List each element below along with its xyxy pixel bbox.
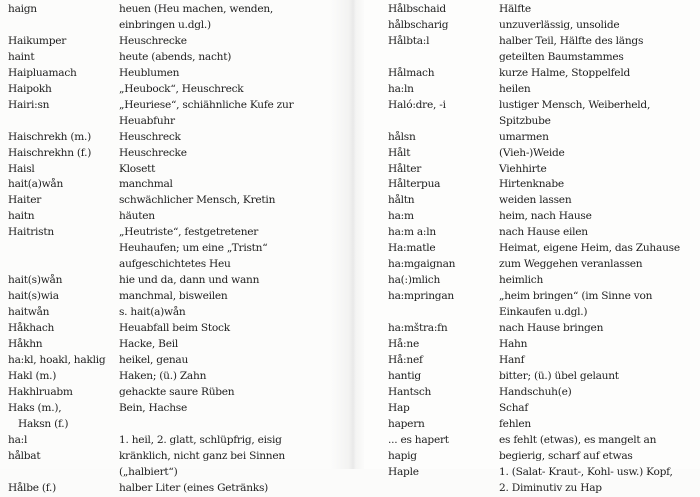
entry-definition — [499, 66, 700, 82]
glossary-entry — [388, 209, 700, 225]
definition-line: Heuabfuhr — [119, 114, 175, 127]
definition-line: Heublumen — [119, 66, 180, 79]
definition-line: begierig, scharf auf etwas — [499, 449, 633, 462]
glossary-entry — [388, 18, 700, 34]
entry-term: Haipokh — [8, 82, 52, 95]
glossary-entry — [388, 66, 700, 82]
entry-definition — [499, 2, 700, 18]
entry-term: Ha:matle — [388, 242, 436, 255]
entry-term: Håkhn — [8, 338, 43, 351]
glossary-entry — [388, 401, 700, 417]
glossary-entry — [8, 433, 351, 449]
glossary-entry — [8, 66, 351, 82]
entry-definition — [119, 50, 341, 66]
entry-definition — [499, 433, 700, 449]
entry-definition — [119, 177, 341, 193]
definition-line: s. hait(a)wån — [119, 306, 186, 319]
glossary-entry — [8, 481, 351, 497]
glossary-entry — [388, 449, 700, 465]
definition-line: 1. (Salat- Kraut-, Kohl- usw.) Kopf, — [499, 465, 673, 478]
entry-definition — [499, 98, 700, 130]
glossary-entry — [8, 130, 351, 146]
glossary-entry — [8, 162, 351, 178]
glossary-entry — [388, 257, 700, 273]
definition-line: heim, nach Hause — [499, 210, 592, 223]
glossary-entry — [8, 2, 351, 34]
entry-definition — [499, 401, 700, 417]
glossary-entry — [388, 98, 700, 130]
entry-term: Haks (m.), — [8, 401, 62, 414]
definition-line: aufgeschichtetes Heu — [119, 258, 231, 271]
entry-term: hålbat — [8, 449, 41, 462]
entry-term: Hap — [388, 401, 410, 414]
entry-definition — [119, 273, 341, 289]
definition-line: zum Weggehen veranlassen — [499, 258, 643, 271]
definition-line: „Heutriste“, festgetretener — [119, 226, 259, 239]
glossary-entry — [388, 273, 700, 289]
entry-term: Håkhach — [8, 322, 55, 335]
entry-term: Haló:dre, -i — [388, 98, 446, 111]
entry-definition — [499, 289, 700, 321]
entry-term: ha:m — [388, 210, 414, 223]
definition-line: Spitzbube — [499, 114, 551, 127]
entry-term: Haipluamach — [8, 66, 77, 79]
glossary-entry — [8, 417, 351, 433]
definition-line: fehlen — [499, 417, 531, 430]
definition-line: Hahn — [499, 338, 528, 351]
entry-definition — [499, 162, 700, 178]
glossary-entry — [8, 146, 351, 162]
entry-term: Haksn (f.) — [18, 417, 69, 430]
glossary-entry — [388, 34, 700, 66]
definition-line: nach Hause eilen — [499, 226, 588, 239]
glossary-entry — [388, 385, 700, 401]
glossary-entry — [8, 401, 351, 417]
glossary-entry — [8, 449, 351, 481]
entry-definition — [119, 305, 341, 321]
entry-definition — [499, 385, 700, 401]
entry-definition — [499, 241, 700, 257]
definition-line: (Vieh-)Weide — [499, 146, 565, 159]
entry-term: ... es hapert — [388, 433, 449, 446]
entry-definition — [499, 82, 700, 98]
entry-term: hapig — [388, 449, 417, 462]
definition-line: häuten — [119, 210, 155, 223]
entry-term: haitn — [8, 210, 35, 223]
entry-term: Haple — [388, 465, 419, 478]
glossary-entry — [8, 225, 351, 273]
glossary-entry — [8, 289, 351, 305]
glossary-entry — [8, 50, 351, 66]
entry-definition — [119, 130, 341, 146]
glossary-entry — [388, 465, 700, 497]
entry-term: ha:m a:ln — [388, 226, 436, 239]
definition-line: 1. heil, 2. glatt, schlüpfrig, eisig — [119, 433, 282, 446]
entry-term: ha:l — [8, 433, 28, 446]
definition-line: „heim bringen“ (im Sinne von — [499, 290, 653, 303]
entry-term: haint — [8, 50, 35, 63]
entry-term: haitwån — [8, 306, 50, 319]
glossary-entry — [388, 241, 700, 257]
entry-definition — [119, 369, 341, 385]
definition-line: Hirtenknabe — [499, 178, 564, 191]
glossary-entry — [388, 130, 700, 146]
entry-definition — [129, 417, 351, 433]
entry-definition — [119, 66, 341, 82]
definition-line: Heuabfall beim Stock — [119, 322, 230, 335]
entry-term: ha(:)mlich — [388, 274, 441, 287]
entry-definition — [119, 449, 341, 481]
definition-line: heuen (Heu machen, wenden, — [119, 3, 274, 15]
entry-term: ha:mgaignan — [388, 258, 456, 271]
glossary-entry — [388, 353, 700, 369]
definition-line: Schaf — [499, 401, 529, 414]
entry-term: ha:mpringan — [388, 290, 454, 303]
glossary-entry — [8, 98, 351, 130]
entry-definition — [119, 401, 341, 417]
glossary-entry — [388, 146, 700, 162]
definition-line: halber Liter (eines Getränks) — [119, 481, 269, 494]
entry-definition — [499, 193, 700, 209]
glossary-entry — [388, 162, 700, 178]
definition-line: heute (abends, nacht) — [119, 50, 232, 63]
definition-line: umarmen — [499, 130, 549, 143]
definition-line: „Heubock“, Heuschreck — [119, 82, 244, 95]
glossary-entry — [388, 177, 700, 193]
entry-definition — [499, 449, 700, 465]
definition-line: manchmal — [119, 178, 173, 191]
definition-line: nach Hause bringen — [499, 322, 604, 335]
definition-line: hie und da, dann und wann — [119, 274, 260, 287]
definition-line: heikel, genau — [119, 353, 189, 366]
definition-line: geteilten Baumstammes — [499, 50, 624, 63]
glossary-entry — [8, 305, 351, 321]
entry-term: håltn — [388, 194, 415, 207]
entry-term: Hålmach — [388, 66, 435, 79]
entry-term: Hairi:sn — [8, 98, 50, 111]
definition-line: heilen — [499, 82, 531, 95]
entry-term: Haischrekhn (f.) — [8, 146, 92, 159]
entry-term: Haischrekh (m.) — [8, 130, 92, 143]
left-glossary-list — [8, 2, 351, 497]
entry-term: Haikumper — [8, 34, 67, 47]
entry-term: ha:kl, hoakl, haklig — [8, 353, 106, 366]
entry-definition — [119, 98, 341, 130]
entry-definition — [499, 465, 700, 497]
entry-definition — [499, 337, 700, 353]
right-glossary-list — [388, 2, 700, 497]
definition-line — [129, 417, 351, 433]
entry-term: Hå:ne — [388, 338, 419, 351]
definition-line: („halbiert“) — [119, 465, 178, 478]
definition-line: 2. Diminutiv zu Hap — [499, 481, 602, 494]
definition-line: kränklich, nicht ganz bei Sinnen — [119, 449, 285, 462]
entry-term: hait(s)wia — [8, 290, 59, 303]
entry-term: hålbscharig — [388, 18, 449, 31]
definition-line: Heuschrecke — [119, 34, 187, 47]
definition-line: kurze Halme, Stoppelfeld — [499, 66, 630, 79]
definition-line: Heuschreck — [119, 130, 181, 143]
definition-line: „Heuriese“, schiähnliche Kufe zur — [119, 98, 294, 111]
entry-term: Haiter — [8, 194, 42, 207]
definition-line: Hanf — [499, 353, 525, 366]
glossary-entry — [8, 385, 351, 401]
entry-term: Hålterpua — [388, 178, 441, 191]
entry-definition — [499, 209, 700, 225]
entry-definition — [119, 289, 341, 305]
glossary-entry — [388, 193, 700, 209]
glossary-entry — [388, 2, 700, 18]
glossary-entry — [388, 321, 700, 337]
entry-definition — [499, 34, 700, 66]
definition-line: Heimat, eigene Heim, das Zuhause — [499, 242, 680, 255]
glossary-entry — [388, 369, 700, 385]
entry-term: Hålbschaid — [388, 3, 446, 15]
right-page — [353, 0, 700, 494]
definition-line: es fehlt (etwas), es mangelt an — [499, 433, 657, 446]
entry-definition — [119, 337, 341, 353]
glossary-entry — [8, 193, 351, 209]
entry-term: Hålter — [388, 162, 422, 175]
glossary-entry — [388, 289, 700, 321]
glossary-entry — [388, 417, 700, 433]
glossary-entry — [388, 337, 700, 353]
entry-term: hapern — [388, 417, 425, 430]
entry-definition — [499, 225, 700, 241]
glossary-entry — [388, 82, 700, 98]
entry-term: Hålbta:l — [388, 34, 430, 47]
glossary-entry — [8, 209, 351, 225]
entry-definition — [119, 385, 341, 401]
entry-definition — [119, 34, 341, 50]
definition-line: weiden lassen — [499, 194, 572, 207]
glossary-entry — [8, 369, 351, 385]
glossary-entry — [388, 225, 700, 241]
entry-definition — [119, 2, 341, 34]
entry-term: ha:ln — [388, 82, 414, 95]
entry-term: Hå:nef — [388, 353, 423, 366]
glossary-entry — [8, 34, 351, 50]
entry-definition — [499, 417, 700, 433]
entry-definition — [499, 353, 700, 369]
definition-line: lustiger Mensch, Weiberheld, — [499, 98, 651, 111]
entry-term: hantig — [388, 369, 421, 382]
definition-line: Haken; (ü.) Zahn — [119, 369, 207, 382]
definition-line: Hacke, Beil — [119, 338, 178, 351]
glossary-entry — [8, 273, 351, 289]
glossary-entry — [8, 337, 351, 353]
entry-term: haign — [8, 3, 37, 15]
book-gutter — [330, 0, 364, 469]
entry-definition — [499, 257, 700, 273]
entry-term: Hålbe (f.) — [8, 481, 57, 494]
definition-line: Einkaufen u.dgl.) — [499, 306, 588, 319]
definition-line: halber Teil, Hälfte des längs — [499, 34, 644, 47]
glossary-entry — [8, 82, 351, 98]
definition-line: schwächlicher Mensch, Kretin — [119, 194, 276, 207]
glossary-entry — [8, 353, 351, 369]
entry-definition — [119, 82, 341, 98]
entry-definition — [499, 130, 700, 146]
entry-definition — [119, 209, 341, 225]
definition-line: einbringen u.dgl.) — [119, 18, 211, 31]
definition-line: unzuverlässig, unsolide — [499, 18, 620, 31]
entry-term: hait(s)wån — [8, 274, 63, 287]
definition-line: Bein, Hachse — [119, 401, 188, 414]
entry-definition — [499, 146, 700, 162]
entry-definition — [499, 273, 700, 289]
entry-term: Haitristn — [8, 226, 54, 239]
entry-definition — [499, 18, 700, 34]
definition-line: Hälfte — [499, 3, 531, 15]
definition-line: manchmal, bisweilen — [119, 290, 228, 303]
entry-definition — [499, 321, 700, 337]
entry-term: Hakl (m.) — [8, 369, 57, 382]
entry-term: ha:mštra:fn — [388, 322, 448, 335]
entry-definition — [499, 177, 700, 193]
entry-term: Hålt — [388, 146, 411, 159]
definition-line: Handschuh(e) — [499, 385, 572, 398]
definition-line: Viehhirte — [499, 162, 547, 175]
entry-term: Haisl — [8, 162, 35, 175]
entry-definition — [119, 225, 341, 273]
definition-line: bitter; (ü.) übel gelaunt — [499, 369, 619, 382]
entry-definition — [119, 481, 341, 497]
definition-line: Heuschrecke — [119, 146, 187, 159]
glossary-entry — [388, 433, 700, 449]
definition-line: gehackte saure Rüben — [119, 385, 235, 398]
entry-definition — [119, 321, 341, 337]
entry-definition — [499, 369, 700, 385]
definition-line: Heuhaufen; um eine „Tristn“ — [119, 242, 268, 255]
entry-term: hait(a)wån — [8, 178, 64, 191]
glossary-entry — [8, 321, 351, 337]
entry-definition — [119, 193, 341, 209]
definition-line: Klosett — [119, 162, 156, 175]
entry-term: Hantsch — [388, 385, 432, 398]
entry-term: Hakhlruabm — [8, 385, 73, 398]
glossary-entry — [8, 177, 351, 193]
definition-line: heimlich — [499, 274, 544, 287]
entry-definition — [119, 162, 341, 178]
entry-definition — [119, 353, 341, 369]
entry-definition — [119, 433, 341, 449]
entry-definition — [119, 146, 341, 162]
entry-term: hålsn — [388, 130, 416, 143]
